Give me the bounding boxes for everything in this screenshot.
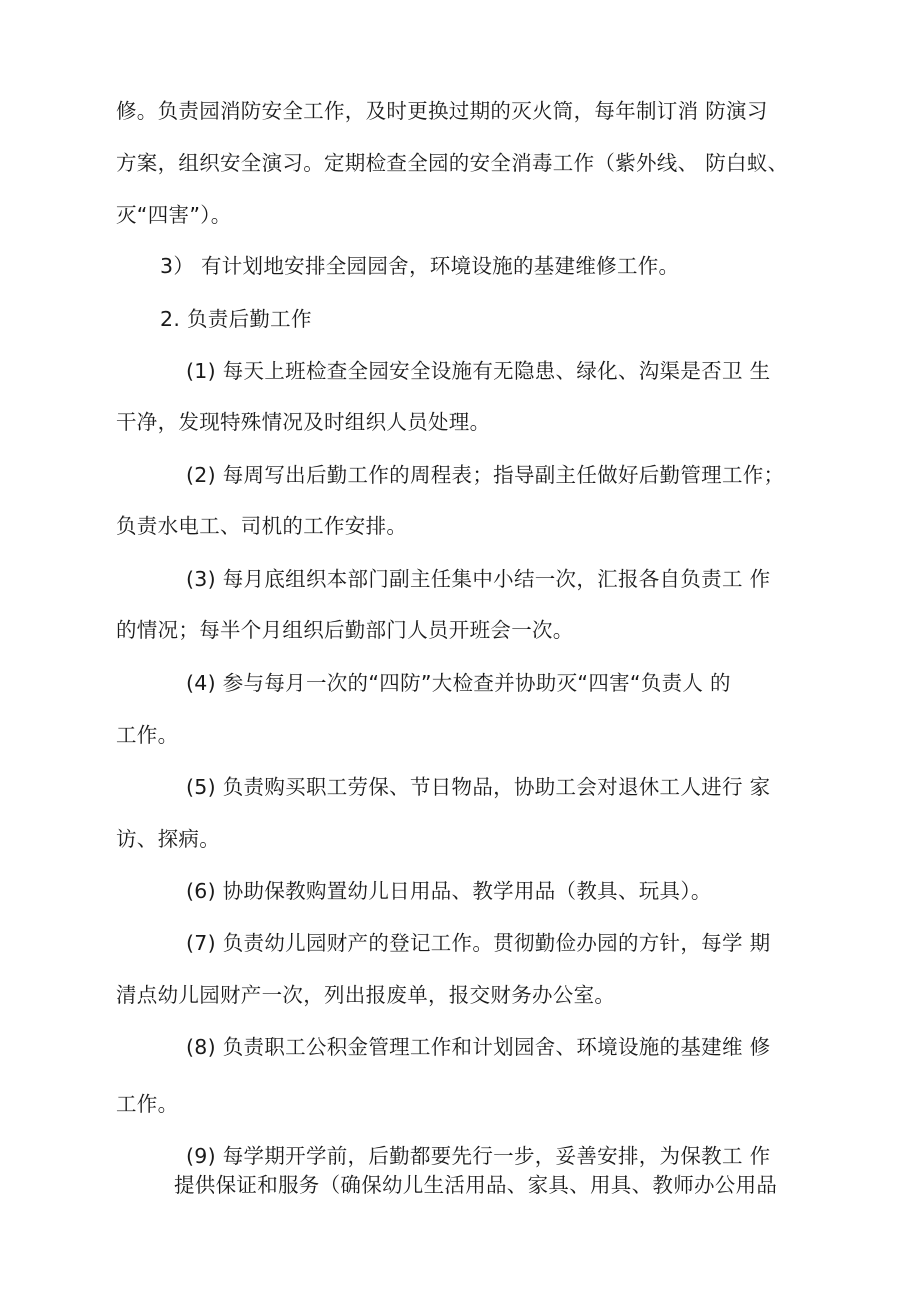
text-line: 访、探病。 (116, 827, 220, 851)
text-line: 清点幼儿园财产一次，列出报废单，报交财务办公室。 (116, 983, 616, 1007)
list-item-2: (2) 每周写出后勤工作的周程表；指导副主任做好后勤管理工作； (186, 463, 785, 487)
text-line: 干净，发现特殊情况及时组织人员处理。 (116, 410, 491, 434)
text-line: 工作。 (116, 1092, 179, 1116)
text-line: 提供保证和服务（确保幼儿生活用品、家具、用具、教师办公用品 (174, 1173, 778, 1197)
section-heading: 2. 负责后勤工作 (160, 307, 312, 331)
text-line: 负责水电工、司机的工作安排。 (116, 514, 408, 538)
list-item-7: (7) 负责幼儿园财产的登记工作。贯彻勤俭办园的方针，每学 期 (186, 931, 771, 955)
list-item-3: 3） 有计划地安排全园园舍，环境设施的基建维修工作。 (160, 254, 680, 278)
text-line: 的情况；每半个月组织后勤部门人员开班会一次。 (116, 618, 574, 642)
text-line: 方案，组织安全演习。定期检查全园的安全消毒工作（紫外线、 防白蚁、 (116, 151, 789, 175)
text-line: 工作。 (116, 723, 179, 747)
list-item-8: (8) 负责职工公积金管理工作和计划园舍、环境设施的基建维 修 (186, 1035, 771, 1059)
list-item-9: (9) 每学期开学前，后勤都要先行一步，妥善安排，为保教工 作 (186, 1144, 771, 1168)
list-item-6: (6) 协助保教购置幼儿日用品、教学用品（教具、玩具）。 (186, 879, 712, 903)
list-item-3: (3) 每月底组织本部门副主任集中小结一次，汇报各自负责工 作 (186, 567, 771, 591)
list-item-1: (1) 每天上班检查全园安全设施有无隐患、绿化、沟渠是否卫 生 (186, 359, 771, 383)
list-item-5: (5) 负责购买职工劳保、节日物品，协助工会对退休工人进行 家 (186, 775, 771, 799)
list-item-4: (4) 参与每月一次的“四防”大检查并协助灭“四害“负责人 的 (186, 671, 731, 695)
text-line: 修。负责园消防安全工作，及时更换过期的灭火筒，每年制订消 防演习 (116, 99, 768, 123)
text-line: 灭“四害”）。 (116, 203, 232, 227)
